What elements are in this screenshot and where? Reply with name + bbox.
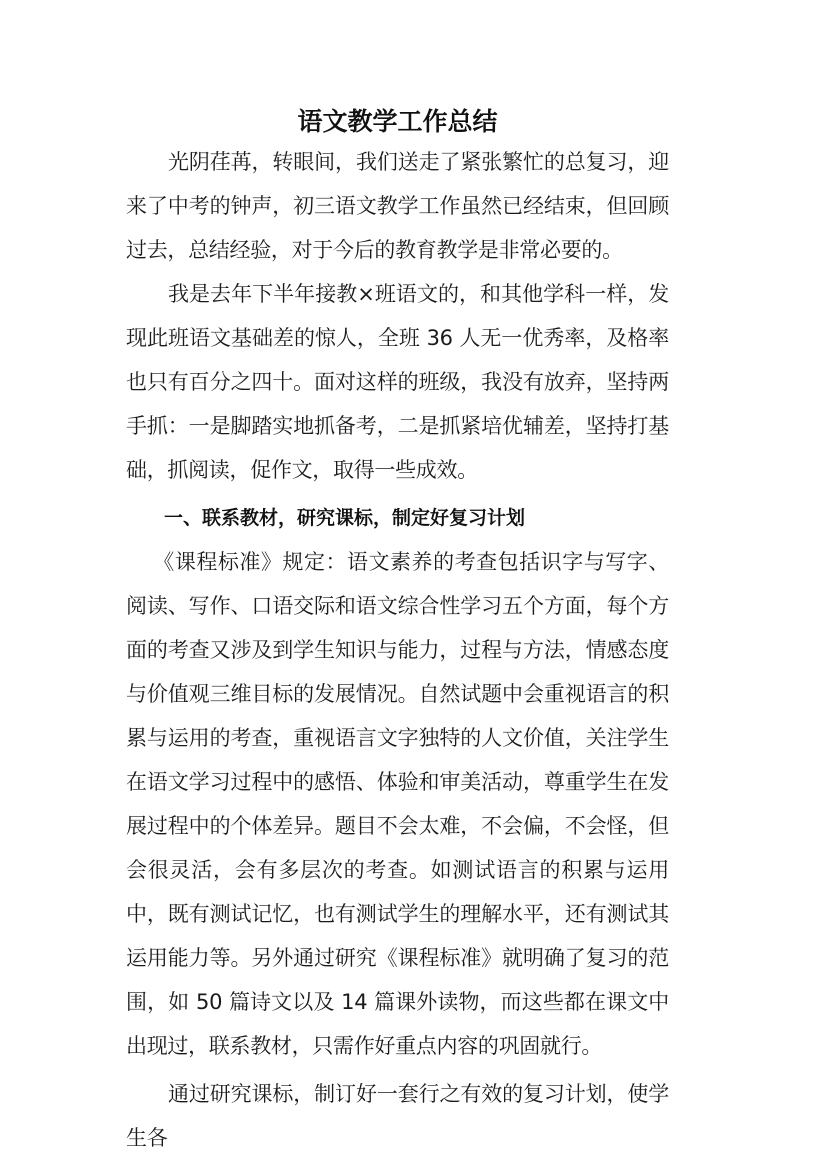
paragraph-curriculum-standard: 《课程标准》规定：语文素养的考查包括识字与写字、阅读、写作、口语交际和语文综合性学习五个方面，每个方面的考查又涉及到学生知识与能力，过程与方法，情感态度与价值观三维目标的发展情况。自然试题中会重视语言的积累与运用的考查，重视语言文字独特的人文价值，关注学生在语文学习过程中的感悟、体验和审美活动，尊重学生在发展过程中的个体差异。题目不会太难，不会偏，不会怪，但会很灵活，会有多层次的考查。如测试语言的积累与运用中，既有测试记忆，也有测试学生的理解水平，还有测试其运用能力等。另外通过研究《课程标准》就明确了复习的范围，如 50 篇诗文以及 14 篇课外读物，而这些都在课文中出现过，联系教材，只需作好重点内容的巩固就行。 — [126, 550, 669, 1058]
paragraph-review-plan: 通过研究课标，制订好一套行之有效的复习计划，使学生各 — [126, 1082, 669, 1150]
section-heading-1: 一、联系教材，研究课标，制定好复习计划 — [164, 507, 526, 529]
paragraph-class-situation: 我是去年下半年接教×班语文的，和其他学科一样，发现此班语文基础差的惊人，全班 36 人无一优秀率，及格率也只有百分之四十。面对这样的班级，我没有放弃，坚持两手抓：一是脚踏实地抓备考，二是抓紧培优辅差，坚持打基础，抓阅读，促作文，取得一些成效。 — [126, 282, 669, 482]
document-page — [126, 104, 669, 1160]
paragraph-intro: 光阴荏苒，转眼间，我们送走了紧张繁忙的总复习，迎来了中考的钟声，初三语文教学工作虽然已经结束，但回顾过去，总结经验，对于今后的教育教学是非常必要的。 — [126, 150, 669, 262]
document-title: 语文教学工作总结 — [297, 107, 498, 136]
